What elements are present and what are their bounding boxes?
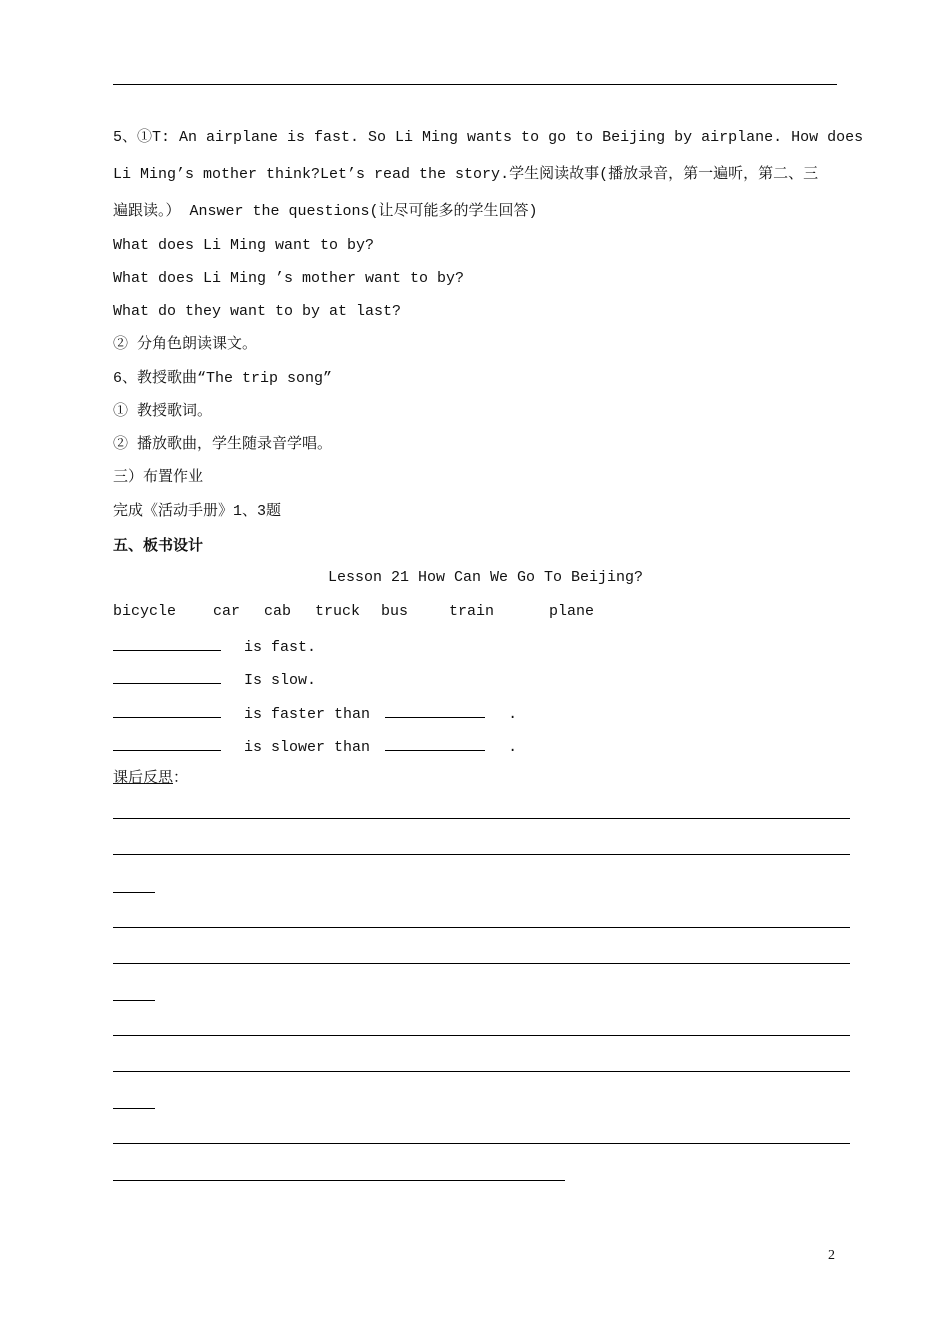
header-rule (113, 84, 837, 85)
step-line: ② 播放歌曲，学生随录音学唱。 (113, 436, 333, 453)
homework-line: 完成《活动手册》1、3题 (113, 503, 282, 520)
vehicle-word: car (213, 603, 241, 620)
sentence-slower (113, 736, 517, 758)
reflection-label (113, 769, 188, 789)
vehicle-word-row (113, 602, 713, 622)
board-title: Lesson 21 How Can We Go To Beijing? (328, 569, 644, 586)
writing-line-final (113, 1180, 565, 1181)
writing-line (113, 854, 850, 855)
section-heading-bold: 五、板书设计 (113, 536, 204, 554)
paragraph-line: 5、①T: An airplane is fast. So Li Ming wants to go to Beijing by airplane. How does (113, 129, 864, 146)
sentence-period: . (508, 739, 518, 756)
writing-line (113, 927, 850, 928)
sentence-period: . (508, 706, 518, 723)
question-line: What does Li Ming want to by? (113, 237, 375, 254)
page-number: 2 (828, 1248, 835, 1263)
step-line: ② 分角色朗读课文。 (113, 336, 258, 353)
vehicle-word: truck (315, 603, 361, 620)
question-line: What does Li Ming ’s mother want to by? (113, 270, 465, 287)
writing-line (113, 963, 850, 964)
sentence-text: Is slow. (244, 672, 317, 689)
vehicle-word: bicycle (113, 603, 177, 620)
fill-blank (113, 636, 221, 651)
fill-blank (113, 736, 221, 751)
paragraph-line: 遍跟读。） Answer the questions(让尽可能多的学生回答) (113, 203, 538, 220)
sentence-fast (113, 636, 316, 658)
sentence-text: is slower than (244, 739, 371, 756)
writing-line-short (113, 892, 155, 893)
writing-line-short (113, 1000, 155, 1001)
paragraph-line: Li Ming’s mother think?Let’s read the story.学生阅读故事(播放录音，第一遍听，第二、三 (113, 166, 819, 183)
writing-line (113, 1071, 850, 1072)
writing-line (113, 818, 850, 819)
section-heading: 6、教授歌曲“The trip song” (113, 370, 333, 387)
sentence-text: is faster than (244, 706, 371, 723)
writing-line-short (113, 1108, 155, 1109)
fill-blank (113, 669, 221, 684)
vehicle-word: train (449, 603, 495, 620)
writing-line (113, 1035, 850, 1036)
reflection-label-text: 课后反思 (113, 770, 174, 787)
fill-blank (385, 703, 485, 718)
sentence-text: is fast. (244, 639, 317, 656)
question-line: What do they want to by at last? (113, 303, 402, 320)
writing-line (113, 1143, 850, 1144)
step-line: ① 教授歌词。 (113, 403, 213, 420)
vehicle-word: plane (549, 603, 595, 620)
sentence-faster (113, 703, 517, 725)
sentence-slow (113, 669, 316, 691)
vehicle-word: bus (381, 603, 409, 620)
fill-blank (385, 736, 485, 751)
fill-blank (113, 703, 221, 718)
section-heading: 三）布置作业 (113, 469, 204, 486)
reflection-colon: ： (173, 770, 189, 787)
vehicle-word: cab (264, 603, 292, 620)
